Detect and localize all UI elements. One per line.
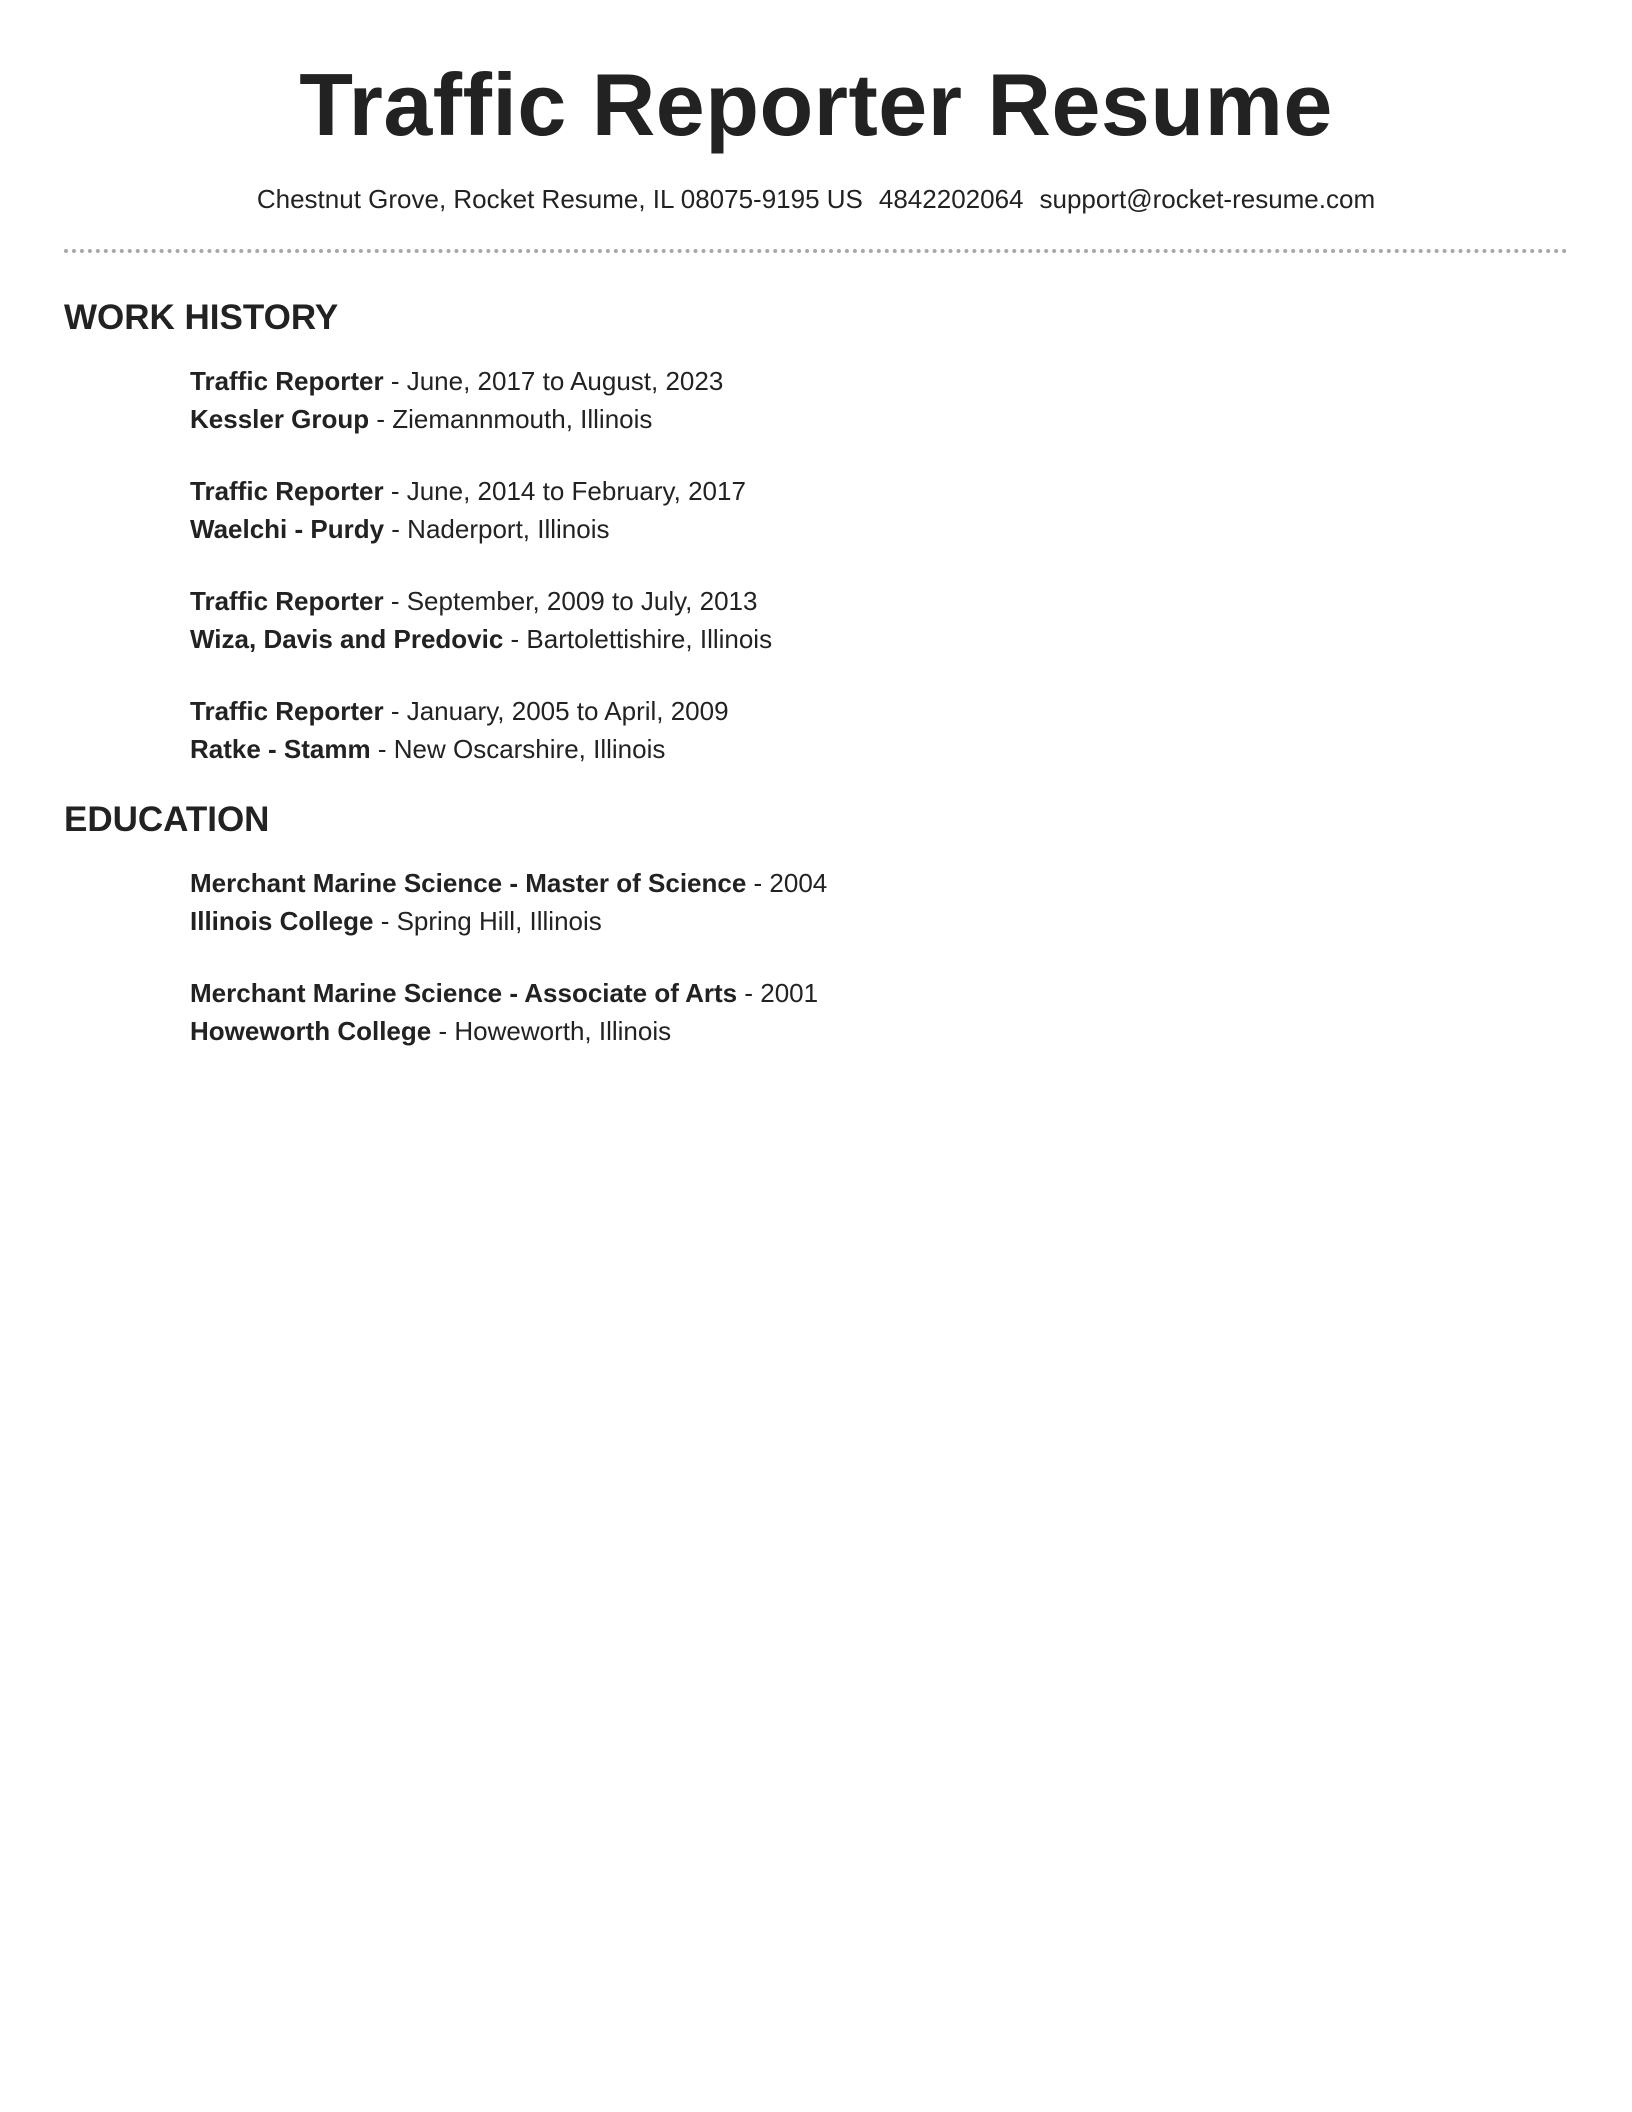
work-dates: - September, 2009 to July, 2013 bbox=[383, 586, 758, 616]
contact-email: support@rocket-resume.com bbox=[1039, 184, 1376, 214]
work-entry-role-line bbox=[190, 692, 772, 730]
work-entry-role-line bbox=[190, 582, 772, 620]
work-location: - Naderport, Illinois bbox=[384, 514, 610, 544]
education-location: - Spring Hill, Illinois bbox=[373, 906, 602, 936]
education-entry bbox=[190, 864, 827, 940]
header-divider bbox=[64, 249, 1568, 253]
education-entry bbox=[190, 974, 827, 1050]
work-location: - Ziemannmouth, Illinois bbox=[369, 404, 653, 434]
work-entry-company-line bbox=[190, 400, 772, 438]
work-entry bbox=[190, 472, 772, 548]
education-school: Howeworth College bbox=[190, 1016, 432, 1046]
education-degree-line bbox=[190, 864, 827, 902]
work-company: Kessler Group bbox=[190, 404, 370, 434]
work-role: Traffic Reporter bbox=[190, 476, 384, 506]
education-degree: Merchant Marine Science - Master of Science bbox=[190, 868, 747, 898]
work-location: - New Oscarshire, Illinois bbox=[370, 734, 666, 764]
work-history-list bbox=[190, 362, 772, 768]
work-entry-role-line bbox=[190, 362, 772, 400]
education-heading: EDUCATION bbox=[64, 800, 270, 839]
work-company: Wiza, Davis and Predovic bbox=[190, 624, 504, 654]
resume-title: Traffic Reporter Resume bbox=[299, 55, 1333, 154]
work-entry-company-line bbox=[190, 510, 772, 548]
education-school: Illinois College bbox=[190, 906, 374, 936]
work-entry bbox=[190, 582, 772, 658]
contact-address: Chestnut Grove, Rocket Resume, IL 08075-9195 US bbox=[256, 184, 863, 214]
education-list bbox=[190, 864, 827, 1050]
education-school-line bbox=[190, 1012, 827, 1050]
work-dates: - January, 2005 to April, 2009 bbox=[383, 696, 729, 726]
work-history-heading: WORK HISTORY bbox=[64, 298, 339, 337]
work-dates: - June, 2017 to August, 2023 bbox=[383, 366, 724, 396]
work-company: Waelchi - Purdy bbox=[190, 514, 385, 544]
work-location: - Bartolettishire, Illinois bbox=[503, 624, 773, 654]
work-entry-company-line bbox=[190, 730, 772, 768]
work-entry bbox=[190, 362, 772, 438]
education-degree: Merchant Marine Science - Associate of Arts bbox=[190, 978, 738, 1008]
education-degree-line bbox=[190, 974, 827, 1012]
education-year: - 2004 bbox=[746, 868, 828, 898]
work-entry-company-line bbox=[190, 620, 772, 658]
education-school-line bbox=[190, 902, 827, 940]
work-entry-role-line bbox=[190, 472, 772, 510]
work-role: Traffic Reporter bbox=[190, 366, 384, 396]
work-role: Traffic Reporter bbox=[190, 696, 384, 726]
contact-phone: 4842202064 bbox=[878, 184, 1024, 214]
education-location: - Howeworth, Illinois bbox=[431, 1016, 672, 1046]
education-year: - 2001 bbox=[737, 978, 819, 1008]
work-company: Ratke - Stamm bbox=[190, 734, 371, 764]
contact-line bbox=[0, 181, 1632, 217]
work-entry bbox=[190, 692, 772, 768]
work-role: Traffic Reporter bbox=[190, 586, 384, 616]
work-dates: - June, 2014 to February, 2017 bbox=[383, 476, 746, 506]
